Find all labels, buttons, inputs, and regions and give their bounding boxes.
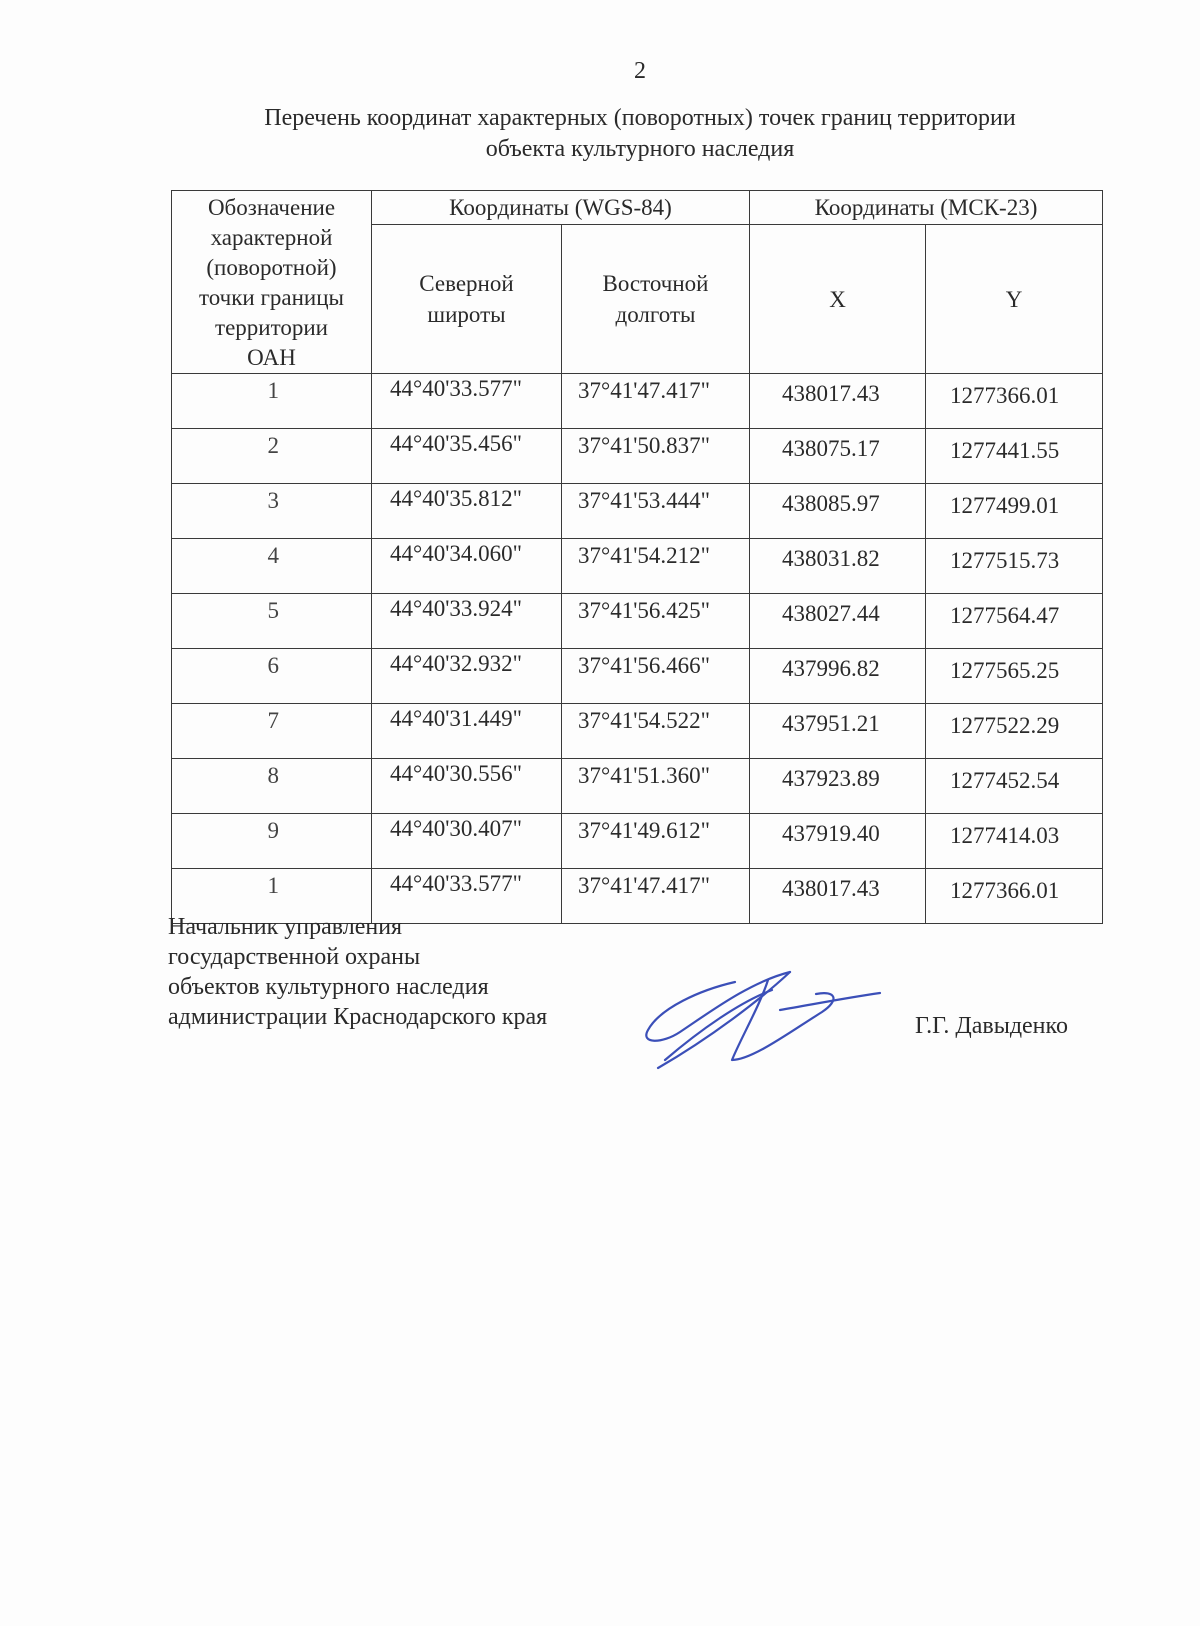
cell-y: 1277414.03 (926, 814, 1103, 869)
cell-point: 8 (172, 759, 372, 814)
cell-latitude: 44°40'35.812" (372, 484, 562, 539)
cell-latitude: 44°40'35.456" (372, 429, 562, 484)
cell-x: 438017.43 (750, 374, 926, 429)
cell-y: 1277515.73 (926, 539, 1103, 594)
cell-y: 1277565.25 (926, 649, 1103, 704)
cell-x: 437923.89 (750, 759, 926, 814)
cell-y: 1277522.29 (926, 704, 1103, 759)
cell-point: 1 (172, 869, 372, 924)
cell-point: 2 (172, 429, 372, 484)
cell-latitude: 44°40'33.577" (372, 869, 562, 924)
cell-x: 437919.40 (750, 814, 926, 869)
cell-x: 438027.44 (750, 594, 926, 649)
title-line-1: Перечень координат характерных (поворотных) точек границ территории (264, 105, 1016, 131)
cell-longitude: 37°41'49.612" (562, 814, 750, 869)
signature-stroke (780, 993, 880, 1010)
coordinates-table (171, 190, 1103, 924)
cell-y: 1277452.54 (926, 759, 1103, 814)
cell-x: 438085.97 (750, 484, 926, 539)
table-row (172, 814, 1103, 869)
header-y: Y (926, 225, 1103, 374)
cell-point: 5 (172, 594, 372, 649)
handwritten-signature (640, 960, 885, 1070)
page-number: 2 (634, 58, 646, 84)
cell-longitude: 37°41'51.360" (562, 759, 750, 814)
cell-longitude: 37°41'53.444" (562, 484, 750, 539)
cell-point: 9 (172, 814, 372, 869)
cell-latitude: 44°40'31.449" (372, 704, 562, 759)
cell-longitude: 37°41'47.417" (562, 869, 750, 924)
signature-stroke (658, 972, 790, 1068)
table-row (172, 539, 1103, 594)
cell-x: 438075.17 (750, 429, 926, 484)
cell-longitude: 37°41'47.417" (562, 374, 750, 429)
header-wgs84-group: Координаты (WGS-84) (372, 191, 750, 225)
signature-stroke (732, 980, 833, 1060)
table-row (172, 704, 1103, 759)
cell-latitude: 44°40'34.060" (372, 539, 562, 594)
table-row (172, 484, 1103, 539)
cell-x: 438031.82 (750, 539, 926, 594)
cell-latitude: 44°40'32.932" (372, 649, 562, 704)
header-longitude: Восточной долготы (562, 225, 750, 374)
header-latitude: Северной широты (372, 225, 562, 374)
cell-x: 438017.43 (750, 869, 926, 924)
cell-latitude: 44°40'30.407" (372, 814, 562, 869)
header-point-designation: Обозначение характерной (поворотной) точки границы территории ОАН (172, 191, 372, 374)
cell-longitude: 37°41'54.212" (562, 539, 750, 594)
table-row (172, 759, 1103, 814)
cell-point: 1 (172, 374, 372, 429)
cell-y: 1277441.55 (926, 429, 1103, 484)
cell-y: 1277366.01 (926, 869, 1103, 924)
cell-latitude: 44°40'30.556" (372, 759, 562, 814)
table-row (172, 594, 1103, 649)
document-title (150, 103, 1130, 165)
signatory-position: Начальник управления государственной охраны объектов культурного наследия администрации Краснодарского края (168, 914, 548, 1030)
title-line-2: объекта культурного наследия (485, 136, 795, 162)
table-row (172, 374, 1103, 429)
cell-y: 1277564.47 (926, 594, 1103, 649)
cell-point: 3 (172, 484, 372, 539)
cell-longitude: 37°41'54.522" (562, 704, 750, 759)
cell-x: 437996.82 (750, 649, 926, 704)
cell-y: 1277499.01 (926, 484, 1103, 539)
cell-y: 1277366.01 (926, 374, 1103, 429)
cell-latitude: 44°40'33.924" (372, 594, 562, 649)
table-row (172, 429, 1103, 484)
header-x: X (750, 225, 926, 374)
cell-point: 6 (172, 649, 372, 704)
header-msk23-group: Координаты (МСК-23) (750, 191, 1103, 225)
cell-point: 7 (172, 704, 372, 759)
table-row (172, 649, 1103, 704)
cell-latitude: 44°40'33.577" (372, 374, 562, 429)
cell-x: 437951.21 (750, 704, 926, 759)
signatory-name: Г.Г. Давыденко (915, 1013, 1068, 1039)
cell-longitude: 37°41'50.837" (562, 429, 750, 484)
cell-longitude: 37°41'56.466" (562, 649, 750, 704)
cell-longitude: 37°41'56.425" (562, 594, 750, 649)
cell-point: 4 (172, 539, 372, 594)
